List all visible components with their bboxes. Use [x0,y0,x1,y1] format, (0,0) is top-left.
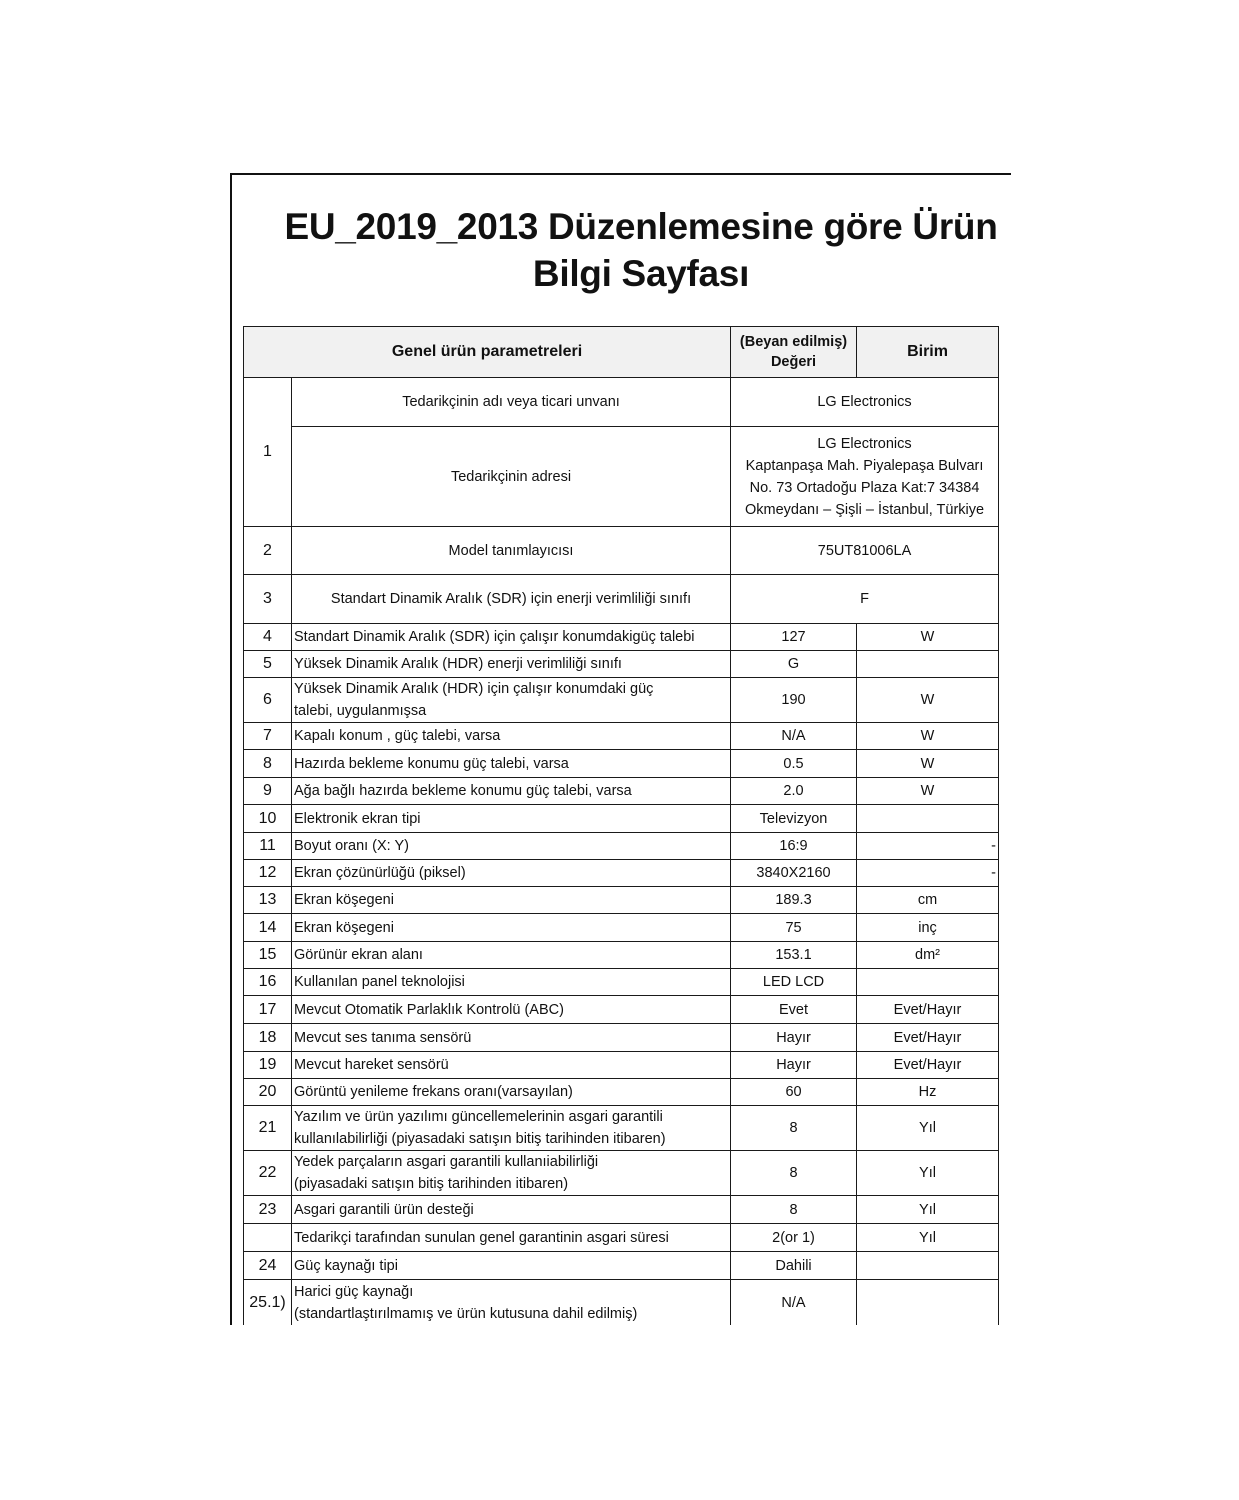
row-number: 17 [244,996,292,1024]
row-unit: Evet/Hayır [857,996,999,1024]
table-row [244,805,999,833]
row-value: 2(or 1) [731,1224,857,1252]
table-row [244,1052,999,1079]
table-row [244,887,999,914]
row-unit: Evet/Hayır [857,1024,999,1052]
row-label [292,678,731,723]
row-unit: cm [857,887,999,914]
row-label: Görünür ekran alanı [292,942,731,969]
table-row [244,427,999,527]
row-number: 9 [244,778,292,805]
row-unit: Yıl [857,1151,999,1196]
row-unit [857,1280,999,1326]
row-label-line: Harici güç kaynağı [294,1283,414,1300]
row-value: 75 [731,914,857,942]
row-label: Model tanımlayıcısı [292,527,731,575]
table-row [244,378,999,427]
row-value: 189.3 [731,887,857,914]
row-label-line: (piyasadaki satışın bitiş tarihinden itibaren) [294,1176,569,1192]
row-number: 15 [244,942,292,969]
row-value: 127 [731,624,857,651]
row-label [292,1280,731,1326]
row-label: Hazırda bekleme konumu güç talebi, varsa [292,750,731,778]
row-number [244,1224,292,1252]
row-label-line: Yüksek Dinamik Aralık (HDR) için çalışır konumdaki güç [294,681,654,697]
spec-table-container [243,326,1000,1325]
frame-top-border [230,173,1011,175]
row-label: Ekran çözünürlüğü (piksel) [292,860,731,887]
row-unit: - [857,860,999,887]
row-value: Televizyon [731,805,857,833]
row-value: 8 [731,1151,857,1196]
row-unit: Yıl [857,1224,999,1252]
row-unit: W [857,678,999,723]
table-row [244,1280,999,1326]
row-value: LED LCD [731,969,857,996]
row-number: 5 [244,651,292,678]
row-label: Görüntü yenileme frekans oranı(varsayılan) [292,1079,731,1106]
row-label-line: talebi, uygulanmışsa [294,703,427,719]
row-value: F [731,575,999,624]
row-number: 10 [244,805,292,833]
table-row [244,678,999,723]
header-value-line-2: Değeri [770,354,817,370]
row-value: 8 [731,1196,857,1224]
frame-left-border [230,173,232,1325]
row-number: 21 [244,1106,292,1151]
table-row [244,1151,999,1196]
row-label: Kullanılan panel teknolojisi [292,969,731,996]
row-number: 24 [244,1252,292,1280]
product-info-table [243,326,999,1325]
row-value: Hayır [731,1024,857,1052]
row-unit: W [857,723,999,750]
row-unit: - [857,833,999,860]
row-unit: W [857,778,999,805]
table-row [244,1224,999,1252]
table-row [244,860,999,887]
row-label: Tedarikçi tarafından sunulan genel garantinin asgari süresi [292,1224,731,1252]
table-row [244,1024,999,1052]
table-row [244,1079,999,1106]
row-label: Mevcut Otomatik Parlaklık Kontrolü (ABC) [292,996,731,1024]
row-value: N/A [731,1280,857,1326]
row-unit [857,651,999,678]
row-number: 1 [244,378,292,527]
row-number: 25.1) [244,1280,292,1326]
table-row [244,942,999,969]
row-number: 23 [244,1196,292,1224]
row-label [292,1151,731,1196]
row-number: 7 [244,723,292,750]
row-unit [857,805,999,833]
table-row [244,651,999,678]
row-number: 22 [244,1151,292,1196]
address-line: No. 73 Ortadoğu Plaza Kat:7 34384 [749,479,980,496]
table-row [244,624,999,651]
row-value: LG Electronics [731,378,999,427]
row-number: 6 [244,678,292,723]
header-unit: Birim [857,327,999,378]
row-number: 4 [244,624,292,651]
row-label: Standart Dinamik Aralık (SDR) için enerji verimliliği sınıfı [292,575,731,624]
table-row [244,723,999,750]
row-value: 190 [731,678,857,723]
row-number: 11 [244,833,292,860]
row-label [292,1106,731,1151]
row-unit: Evet/Hayır [857,1052,999,1079]
row-unit: W [857,624,999,651]
table-row [244,914,999,942]
table-row [244,833,999,860]
table-row [244,750,999,778]
row-value: Dahili [731,1252,857,1280]
row-value: 153.1 [731,942,857,969]
table-row [244,778,999,805]
row-label: Standart Dinamik Aralık (SDR) için çalışır konumdakigüç talebi [292,624,731,651]
row-unit: inç [857,914,999,942]
table-row [244,969,999,996]
row-number: 8 [244,750,292,778]
row-number: 19 [244,1052,292,1079]
row-unit: W [857,750,999,778]
row-label: Yüksek Dinamik Aralık (HDR) enerji verimliliği sınıfı [292,651,731,678]
address-line: Okmeydanı – Şişli – İstanbul, Türkiye [744,501,985,518]
table-row [244,1106,999,1151]
row-label: Elektronik ekran tipi [292,805,731,833]
title-line-2: Bilgi Sayfası [532,253,750,294]
row-unit [857,969,999,996]
row-label: Ekran köşegeni [292,887,731,914]
row-label: Tedarikçinin adı veya ticari unvanı [292,378,731,427]
row-value: 75UT81006LA [731,527,999,575]
row-label: Mevcut hareket sensörü [292,1052,731,1079]
row-value: 0.5 [731,750,857,778]
row-number: 13 [244,887,292,914]
row-label: Asgari garantili ürün desteği [292,1196,731,1224]
row-label: Güç kaynağı tipi [292,1252,731,1280]
row-value: 3840X2160 [731,860,857,887]
row-number: 16 [244,969,292,996]
row-unit: Yıl [857,1196,999,1224]
table-row [244,996,999,1024]
header-value [731,327,857,378]
row-label: Tedarikçinin adresi [292,427,731,527]
row-value: 60 [731,1079,857,1106]
row-label: Boyut oranı (X: Y) [292,833,731,860]
table-row [244,575,999,624]
row-number: 3 [244,575,292,624]
row-label: Ağa bağlı hazırda bekleme konumu güç talebi, varsa [292,778,731,805]
row-value-address [731,427,999,527]
table-header-row [244,327,999,378]
table-row [244,1252,999,1280]
row-unit: Yıl [857,1106,999,1151]
row-label-line: Yedek parçaların asgari garantili kullanıiabilirliği [294,1154,599,1170]
row-label-line: (standartlaştırılmamış ve ürün kutusuna dahil edilmiş) [294,1305,638,1322]
row-value: 2.0 [731,778,857,805]
row-unit: Hz [857,1079,999,1106]
row-value: N/A [731,723,857,750]
row-value: G [731,651,857,678]
address-line: Kaptanpaşa Mah. Piyalepaşa Bulvarı [745,457,984,474]
title-line-1: EU_2019_2013 Düzenlemesine göre Ürün [284,206,998,247]
row-value: 16:9 [731,833,857,860]
row-label: Kapalı konum , güç talebi, varsa [292,723,731,750]
row-number: 2 [244,527,292,575]
row-value: Evet [731,996,857,1024]
table-row [244,1196,999,1224]
row-label-line: Yazılım ve ürün yazılımı güncellemelerinin asgari garantili [294,1109,663,1125]
row-label: Ekran köşegeni [292,914,731,942]
row-value: 8 [731,1106,857,1151]
document-title [232,203,1050,297]
header-value-line-1: (Beyan edilmiş) [739,334,848,350]
header-parameters: Genel ürün parametreleri [244,327,731,378]
row-number: 12 [244,860,292,887]
row-number: 18 [244,1024,292,1052]
address-line: LG Electronics [817,435,912,452]
row-unit [857,1252,999,1280]
table-row [244,527,999,575]
row-label: Mevcut ses tanıma sensörü [292,1024,731,1052]
row-unit: dm² [857,942,999,969]
row-label-line: kullanılabilirliği (piyasadaki satışın bitiş tarihinden itibaren) [294,1131,666,1147]
row-number: 14 [244,914,292,942]
row-value: Hayır [731,1052,857,1079]
row-number: 20 [244,1079,292,1106]
